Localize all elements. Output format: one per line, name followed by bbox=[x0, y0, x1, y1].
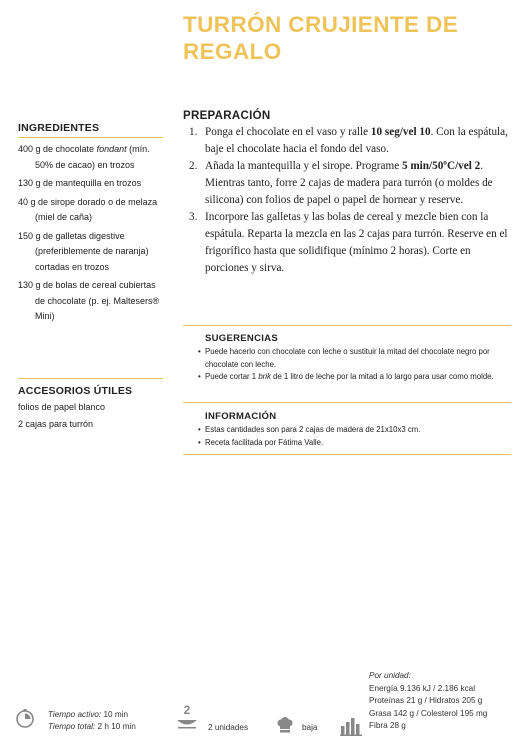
servings-text: 2 unidades bbox=[208, 723, 249, 732]
chef-hat-icon bbox=[276, 716, 294, 739]
suggestion-item: • Puede hacerlo con chocolate con leche o sustituir la mitad del chocolate negro por chocolate con leche. bbox=[183, 346, 511, 371]
accessory-item: folios de papel blanco bbox=[18, 402, 106, 412]
suggestions-divider bbox=[183, 325, 511, 326]
clock-icon bbox=[15, 708, 35, 733]
suggestions-section bbox=[183, 325, 511, 384]
active-time-label: Tiempo activo: bbox=[48, 710, 102, 719]
ingredient-item: 130 g de mantequilla en trozos bbox=[18, 178, 142, 188]
information-item: • Estas cantidades son para 2 cajas de madera de 21x10x3 cm. bbox=[183, 424, 511, 437]
ingredients-section bbox=[18, 122, 163, 328]
recipe-title bbox=[183, 11, 513, 65]
information-end-divider bbox=[183, 454, 511, 455]
preparation-section bbox=[183, 110, 511, 277]
preparation-heading: PREPARACIÓN bbox=[183, 110, 271, 122]
active-time-value: 10 min bbox=[101, 710, 129, 719]
accessories-heading: ACCESORIOS ÚTILES bbox=[18, 385, 133, 397]
recipe-title-line1: TURRÓN CRUJIENTE DE bbox=[183, 12, 459, 37]
accessories-section bbox=[18, 378, 163, 433]
information-divider bbox=[183, 402, 511, 403]
step-item: 2. Añada la mantequilla y el sirope. Programe 5 min/50ºC/vel 2. Mientras tanto, forre 2 cajas de madera para turrón (o moldes de silicona) con folios de papel o papel de hornear y reserve. bbox=[189, 160, 493, 206]
nutrition-line: Fibra 28 g bbox=[369, 721, 406, 730]
nutrition-line: Grasa 142 g / Colesterol 195 mg bbox=[369, 708, 488, 718]
recipe-footer bbox=[0, 670, 528, 750]
chart-bars-icon bbox=[340, 714, 362, 741]
steps-list bbox=[183, 124, 511, 277]
information-item: • Receta facilitada por Fátima Valle. bbox=[183, 437, 511, 450]
recipe-title-line2: REGALO bbox=[183, 39, 282, 64]
difficulty-text: baja bbox=[302, 723, 318, 732]
suggestion-item: • Puede cortar 1 brik de 1 litro de leche por la mitad a lo largo para usar como molde. bbox=[183, 371, 511, 384]
information-section bbox=[183, 402, 511, 455]
total-time-value: 2 h 10 min bbox=[95, 722, 136, 731]
accessories-divider bbox=[18, 378, 163, 379]
step-item: 1. Ponga el chocolate en el vaso y ralle 10 seg/vel 10. Con la espátula, baje el chocolate hacia el fondo del vaso. bbox=[189, 126, 508, 155]
nutrition-line: Proteínas 21 g / Hidratos 205 g bbox=[369, 696, 483, 705]
servings-number: 2 bbox=[183, 703, 191, 717]
step-item: 3. Incorpore las galletas y las bolas de cereal y mezcle bien con la espátula. Reparta la mezcla en las 2 cajas para turrón. Reserve en el frigorífico hasta que solidifique (mínimo 2 horas). Corte en porciones y sirva. bbox=[189, 211, 508, 274]
ingredient-item: 40 g de sirope dorado o de melaza (miel de caña) bbox=[18, 196, 158, 222]
accessory-item: 2 cajas para turrón bbox=[18, 419, 94, 429]
ingredients-heading: INGREDIENTES bbox=[18, 122, 100, 134]
nutrition-line: Energía 9.136 kJ / 2.186 kcal bbox=[369, 683, 476, 693]
ingredients-divider bbox=[18, 137, 163, 138]
time-info bbox=[48, 709, 136, 733]
nutrition-heading: Por unidad: bbox=[369, 671, 411, 680]
ingredient-item: 400 g de chocolate fondant (mín. 50% de cacao) en trozos bbox=[18, 144, 150, 170]
total-time-label: Tiempo total: bbox=[48, 722, 96, 731]
information-heading: INFORMACIÓN bbox=[205, 411, 277, 422]
suggestions-heading: SUGERENCIAS bbox=[205, 333, 278, 344]
ingredient-item: 150 g de galletas digestive (preferiblemente de naranja) cortadas en trozos bbox=[18, 230, 149, 272]
ingredient-item: 130 g de bolas de cereal cubiertas de chocolate (p. ej. Maltesers® Mini) bbox=[18, 280, 160, 321]
servings-icon bbox=[176, 704, 198, 729]
nutrition-info bbox=[369, 670, 487, 733]
